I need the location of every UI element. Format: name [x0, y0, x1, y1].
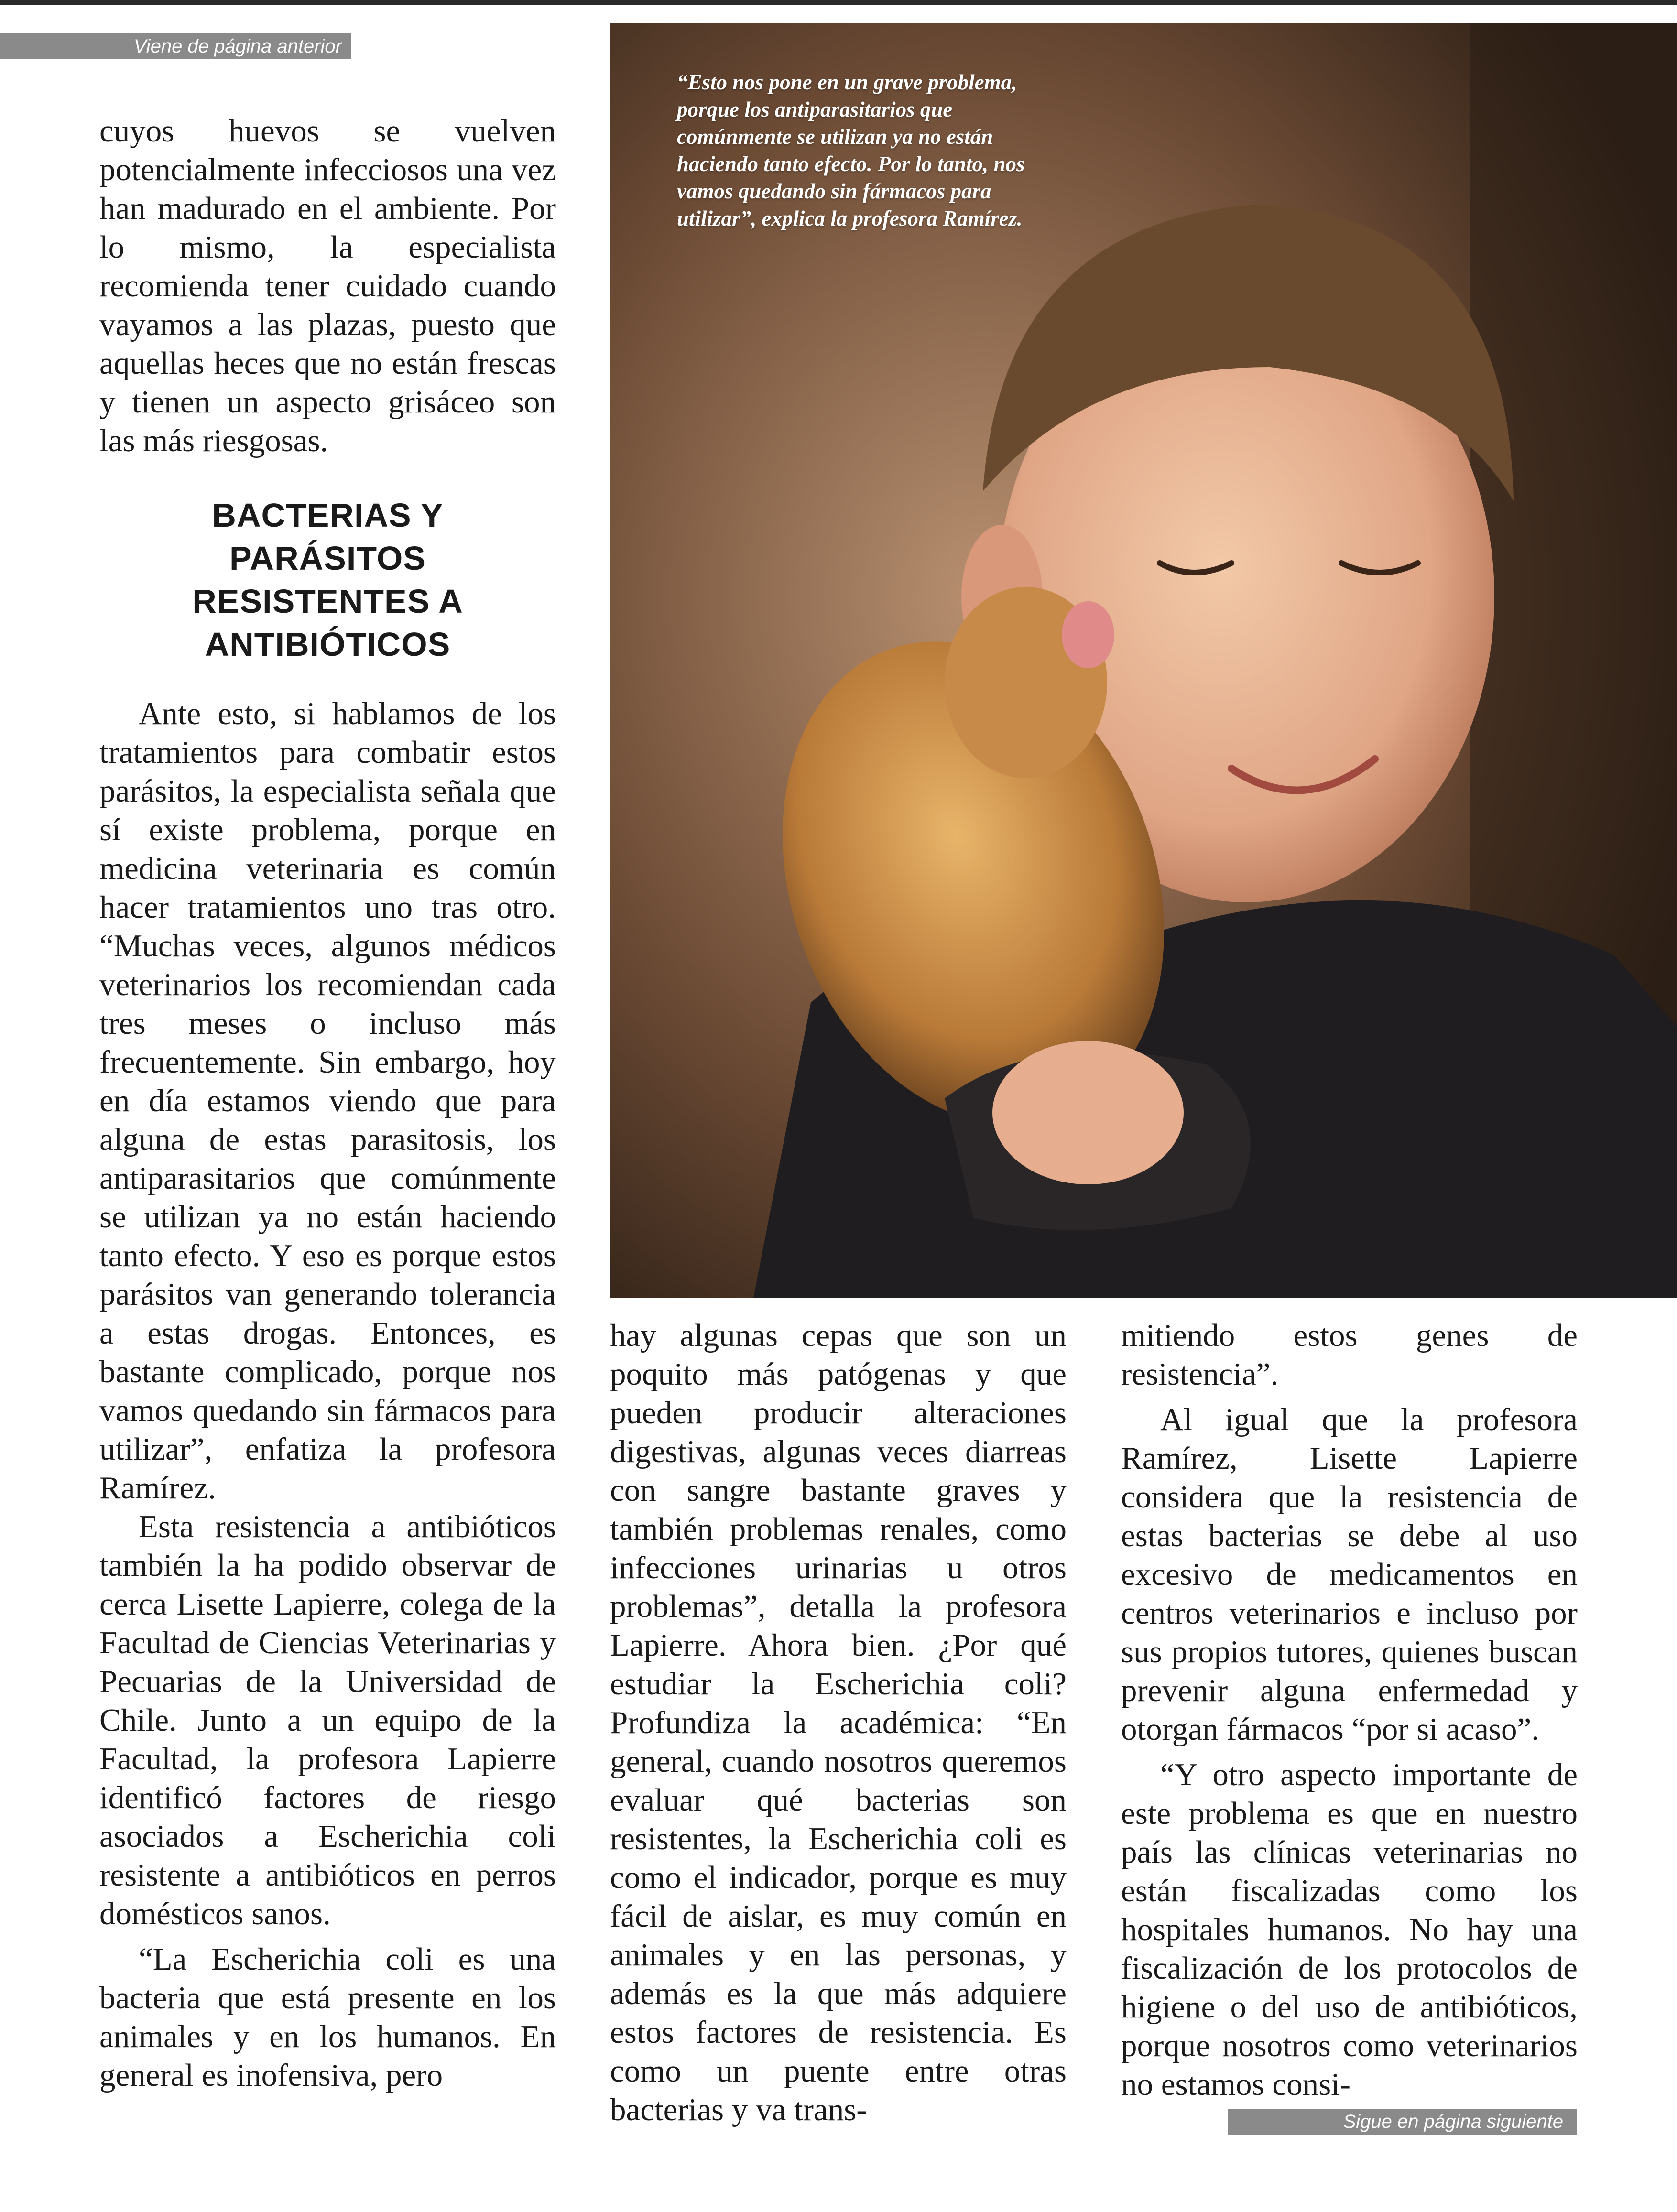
- continued-to-label: Sigue en página siguiente: [1228, 2109, 1577, 2135]
- section-subheading: [99, 494, 556, 666]
- paragraph-intro: cuyos huevos se vuelven potencialmente infecciosos una vez han madurado en el ambiente. Por lo mismo, la especialista recomienda tener cuidado cuando vayamos a las plazas, puesto que aquellas heces que no están frescas y tienen un aspecto grisáceo son las más riesgosas.: [99, 113, 556, 458]
- subheading-line-2: PARÁSITOS: [229, 540, 426, 577]
- paragraph-escherichia-continued: hay algunas cepas que son un poquito más patógenas y que pueden producir alteraciones digestivas, algunas veces diarreas con sangre bastante graves y también problemas renales, como infecciones urinarias u otros problemas”, detalla la profesora Lapierre. Ahora bien. ¿Por qué estudiar la Escherichia coli? Profundiza la académica: “En general, cuando nosotros queremos evaluar qué bacterias son resistentes, la Escherichia coli es como el indicador, porque es muy fácil de aislar, es muy común en animales y en las personas, y además es la que más adquiere estos factores de resistencia. Es como un puente entre otras bacterias y va trans-: [610, 1318, 1067, 2127]
- article-photo: [610, 23, 1677, 1298]
- paragraph-escherichia-end: mitiendo estos genes de resistencia”.: [1121, 1318, 1578, 1392]
- top-rule: [0, 0, 1677, 5]
- subheading-line-4: ANTIBIÓTICOS: [205, 626, 451, 663]
- paragraph-treatments: Ante esto, si hablamos de los tratamientos para combatir estos parásitos, la especialista señala que sí existe problema, porque en medicina veterinaria es común hacer tratamientos uno tras otro. “Muchas veces, algunos médicos veterinarios los recomiendan cada tres meses o incluso más frecuentemente. Sin embargo, hoy en día estamos viendo que para alguna de estas parasitosis, los antiparasitarios que comúnmente se utilizan ya no están haciendo tanto efecto. Y eso es porque estos parásitos van generando tolerancia a estas drogas. Entonces, es bastante complicado, porque nos vamos quedando sin fármacos para utilizar”, enfatiza la profesora Ramírez.: [99, 696, 556, 1506]
- paragraph-excessive-use: Al igual que la profesora Ramírez, Lisette Lapierre considera que la resistencia de estas bacterias se debe al uso excesivo de medicamentos en centros veterinarios e incluso por sus propios tutores, quienes buscan prevenir alguna enfermedad y otorgan fármacos “por si acaso”.: [1121, 1402, 1578, 1747]
- paragraph-supervision: “Y otro aspecto importante de este problema es que en nuestro país las clínicas veterinarias no están fiscalizadas como los hospitales humanos. No hay una fiscalización de los protocolos de higiene o del uso de antibióticos, porque nosotros como veterinarios no estamos consi-: [1121, 1757, 1578, 2102]
- subheading-line-3: RESISTENTES A: [192, 583, 463, 620]
- paragraph-resistance: Esta resistencia a antibióticos también la ha podido observar de cerca Lisette Lapierre, colega de la Facultad de Ciencias Veterinarias y Pecuarias de la Universidad de Chile. Junto a un equipo de la Facultad, la profesora Lapierre identificó factores de riesgo asociados a Escherichia coli resistente a antibióticos en perros domésticos sanos.: [99, 1509, 556, 1931]
- article-column-1: [99, 112, 556, 2095]
- continued-from-label: Viene de página anterior: [0, 33, 351, 59]
- subheading-line-1: BACTERIAS Y: [212, 497, 444, 534]
- paragraph-escherichia-start: “La Escherichia coli es una bacteria que está presente en los animales y en los humanos. En general es inofensiva, pero: [99, 1941, 556, 2093]
- photo-quote-caption: “Esto nos pone en un grave problema, porque los antiparasitarios que comúnmente se utilizan ya no están haciendo tanto efecto. Por lo tanto, nos vamos quedando sin fármacos para utilizar”, explica la profesora Ramírez.: [677, 70, 1025, 230]
- article-column-2: [610, 1316, 1067, 2129]
- article-column-3: [1121, 1316, 1578, 2104]
